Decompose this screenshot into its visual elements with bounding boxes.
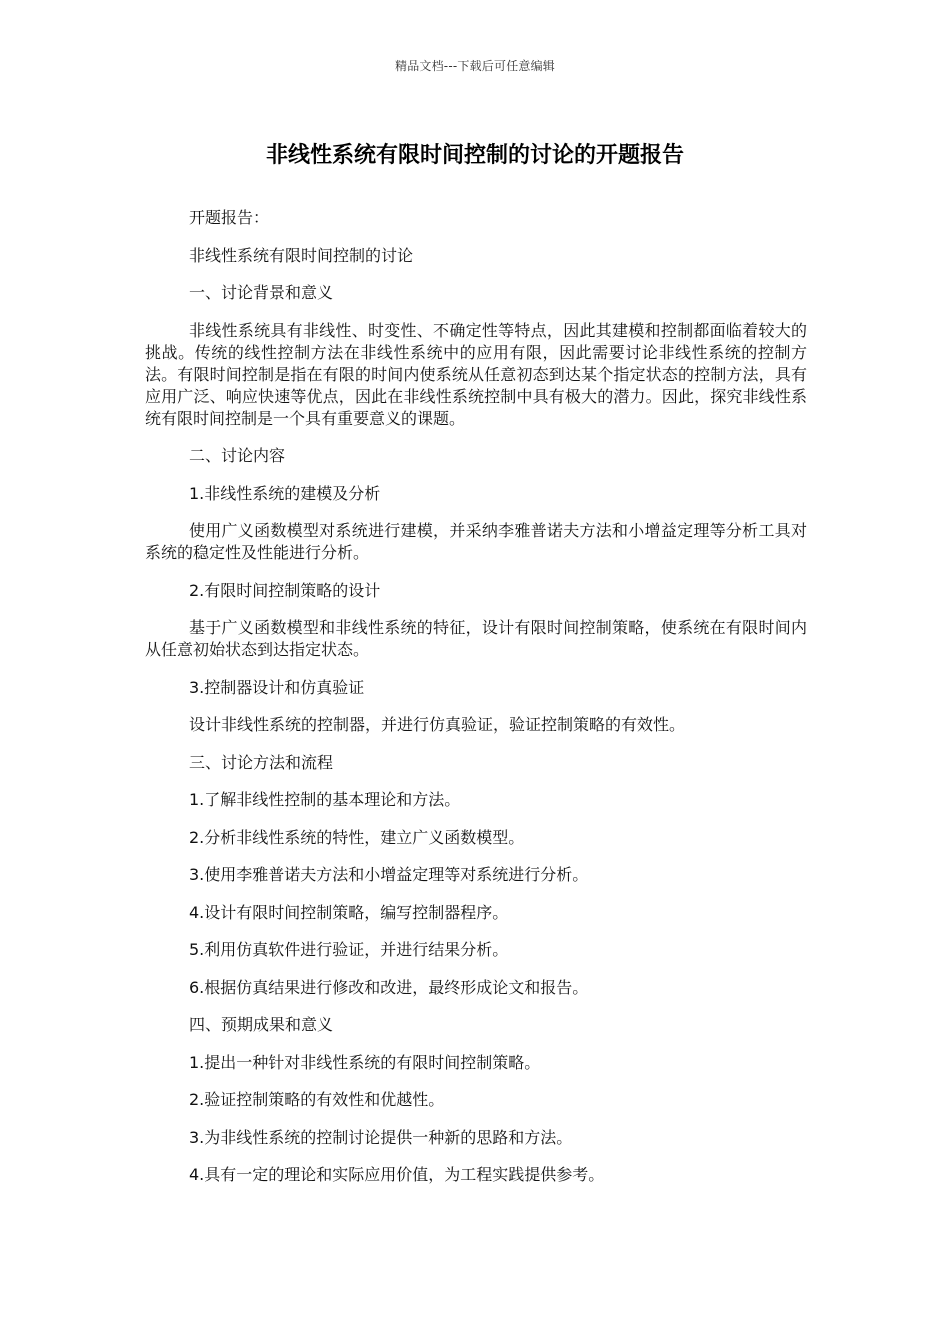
- paragraph-strategy: 基于广义函数模型和非线性系统的特征，设计有限时间控制策略，使系统在有限时间内从任意初始状态到达指定状态。: [145, 618, 807, 659]
- subheading-controller: 3.控制器设计和仿真验证: [189, 677, 365, 697]
- paragraph-report-label: 开题报告：: [189, 208, 270, 227]
- list-item-method-1: 1.了解非线性控制的基本理论和方法。: [189, 790, 461, 809]
- subheading-strategy: 2.有限时间控制策略的设计: [189, 580, 381, 600]
- section-heading-background: 一、讨论背景和意义: [189, 283, 334, 302]
- paragraph-background: 非线性系统具有非线性、时变性、不确定性等特点，因此其建模和控制都面临着较大的挑战。传统的线性控制方法在非线性系统中的应用有限，因此需要讨论非线性系统的控制方法。有限时间控制是指在有限的时间内使系统从任意初态到达某个指定状态的控制方法，具有应用广泛、响应快速等优点，因此在非线性系统控制中具有极大的潜力。因此，探究非线性系统有限时间控制是一个具有重要意义的课题。: [145, 320, 807, 428]
- list-item-method-5: 5.利用仿真软件进行验证，并进行结果分析。: [189, 940, 509, 959]
- list-item-method-4: 4.设计有限时间控制策略，编写控制器程序。: [189, 902, 509, 922]
- subheading-modeling: 1.非线性系统的建模及分析: [189, 483, 381, 503]
- list-item-method-6: 6.根据仿真结果进行修改和改进，最终形成论文和报告。: [189, 977, 589, 997]
- section-heading-method: 三、讨论方法和流程: [189, 752, 334, 772]
- section-heading-content: 二、讨论内容: [189, 446, 286, 465]
- list-item-outcome-2: 2.验证控制策略的有效性和优越性。: [189, 1090, 445, 1109]
- list-item-outcome-4: 4.具有一定的理论和实际应用价值，为工程实践提供参考。: [189, 1165, 605, 1184]
- section-heading-outcomes: 四、预期成果和意义: [189, 1015, 334, 1034]
- paragraph-controller: 设计非线性系统的控制器，并进行仿真验证，验证控制策略的有效性。: [189, 715, 686, 734]
- paragraph-modeling: 使用广义函数模型对系统进行建模，并采纳李雅普诺夫方法和小增益定理等分析工具对系统的稳定性及性能进行分析。: [145, 521, 807, 562]
- paragraph-topic: 非线性系统有限时间控制的讨论: [189, 245, 414, 265]
- list-item-outcome-3: 3.为非线性系统的控制讨论提供一种新的思路和方法。: [189, 1127, 573, 1147]
- list-item-outcome-1: 1.提出一种针对非线性系统的有限时间控制策略。: [189, 1052, 541, 1072]
- header-note: 精品文档---下载后可任意编辑: [395, 59, 555, 73]
- list-item-method-2: 2.分析非线性系统的特性，建立广义函数模型。: [189, 827, 525, 847]
- list-item-method-3: 3.使用李雅普诺夫方法和小增益定理等对系统进行分析。: [189, 865, 589, 884]
- document-title: 非线性系统有限时间控制的讨论的开题报告: [265, 143, 684, 168]
- document-body: [145, 207, 807, 1202]
